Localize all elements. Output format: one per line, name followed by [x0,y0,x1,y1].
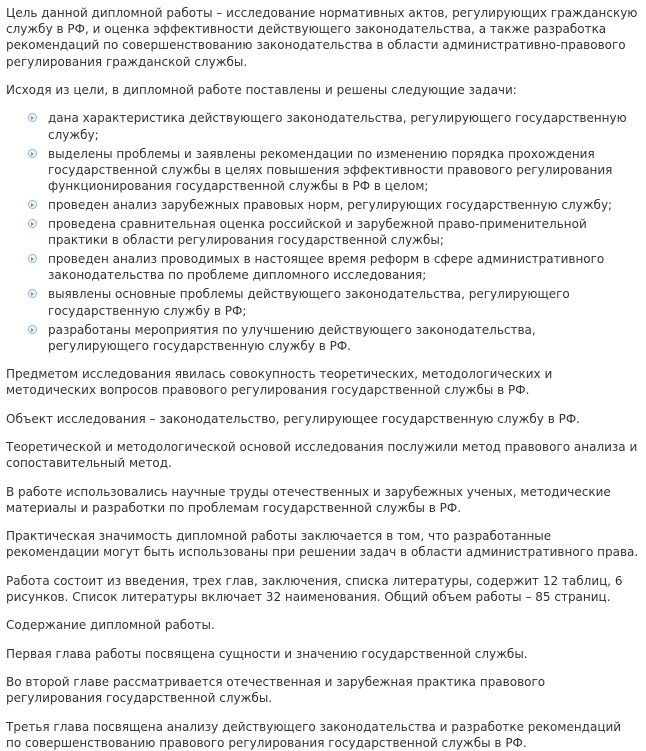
list-item [40,286,640,318]
arrow-bullet-icon [28,200,37,209]
list-item [40,216,640,248]
arrow-bullet-icon [28,254,37,263]
list-item-text: разработаны мероприятия по улучшению действующего законодательства, регулирующего государственную службу в РФ. [48,322,536,353]
arrow-bullet-icon [28,289,37,298]
list-item [40,197,640,213]
significance-paragraph: Практическая значимость дипломной работы заключается в том, что разработанные рекомендации могут быть использованы при решении задач в области административного права. [6,529,639,560]
list-item [40,251,640,283]
chapter-3-paragraph: Третья глава посвящена анализу действующего законодательства и разработке рекомендаций по совершенствованию правового регулирования государственной службы в РФ. [6,719,622,750]
intro-paragraph: Цель данной дипломной работы – исследование нормативных актов, регулирующих гражданскую службу в РФ, и оценка эффективности действующего законодательства, а также разработка рекомендаций по совершенствованию законодательства в области административно-правового регулирования гражданской службы. [6,6,638,69]
subject-paragraph: Предметом исследования явилась совокупность теоретических, методологических и методических вопросов правового регулирования государственной службы в РФ. [6,367,553,398]
structure-paragraph: Работа состоит из введения, трех глав, заключения, списка литературы, содержит 12 таблиц, 6 рисунков. Список литературы включает 32 наименования. Общий объем работы – 85 страниц. [6,573,623,604]
list-item-text: выявлены основные проблемы действующего законодательства, регулирующего государственную службу в РФ; [48,287,570,318]
list-item-text: дана характеристика действующего законодательства, регулирующего государственную службу; [48,111,627,142]
arrow-bullet-icon [28,325,37,334]
list-item [40,146,640,195]
chapter-1-paragraph: Первая глава работы посвящена сущности и значению государственной службы. [6,646,528,661]
sources-paragraph: В работе использовались научные труды отечественных и зарубежных ученых, методические материалы и разработки по проблемам государственной службы в РФ. [6,484,611,515]
arrow-bullet-icon [28,149,37,158]
list-item-text: проведен анализ проводимых в настоящее время реформ в сфере административного законодательства по проблеме дипломного исследования; [48,252,605,283]
list-item-text: проведен анализ зарубежных правовых норм, регулирующих государственную службу; [48,198,613,212]
list-item [40,110,640,142]
list-item-text: проведена сравнительная оценка российской и зарубежной право-применительной практики в области регулирования государственной службы; [48,217,587,248]
list-item [40,322,640,354]
tasks-intro-paragraph: Исходя из цели, в дипломной работе поставлены и решены следующие задачи: [6,83,517,97]
contents-heading: Содержание дипломной работы. [6,618,215,633]
methodology-paragraph: Теоретической и методологической основой исследования послужили метод правового анализа и сопоставительный метод. [6,440,638,471]
tasks-list [6,110,640,354]
list-item-text: выделены проблемы и заявлены рекомендации по изменению порядка прохождения государственной службы в целях повышения эффективности правового регулирования функционирования государственной службы в РФ в целом; [48,146,613,193]
arrow-bullet-icon [28,113,37,122]
object-paragraph: Объект исследования – законодательство, регулирующее государственную службу в РФ. [6,411,580,426]
chapter-2-paragraph: Во второй главе рассматривается отечественная и зарубежная практика правового регулирования государственной службы. [6,675,546,706]
arrow-bullet-icon [28,219,37,228]
